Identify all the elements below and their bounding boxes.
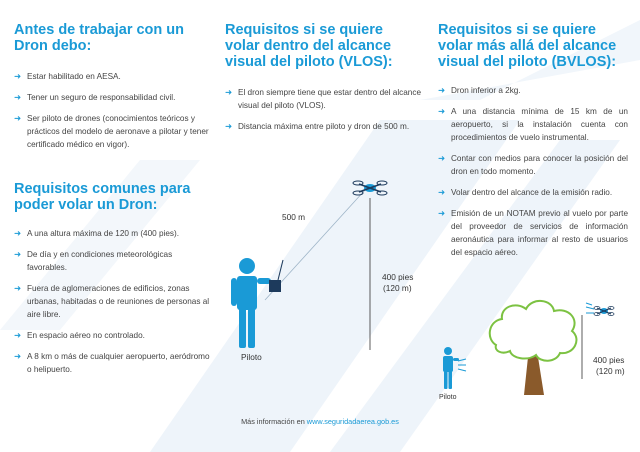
- pilot-label: Piloto: [241, 352, 262, 362]
- list-item: ➜ De día y en condiciones meteorológicas favorables.: [14, 249, 173, 272]
- chevron-right-icon: ➜: [14, 228, 22, 238]
- heading-common-requirements: Requisitos comunes para poder volar un Dron:: [14, 181, 191, 213]
- chevron-right-icon: ➜: [14, 283, 22, 293]
- list-vlos: [225, 86, 421, 133]
- list-item: ➜ Volar dentro del alcance de la emisión radio.: [438, 187, 613, 197]
- footer: [0, 417, 640, 426]
- height-label-line1: 400 pies: [382, 272, 414, 282]
- pilot-icon: [443, 347, 459, 389]
- list-common-requirements: [14, 227, 214, 376]
- chevron-right-icon: ➜: [438, 153, 446, 163]
- chevron-right-icon: ➜: [438, 208, 446, 218]
- list-item: ➜ Contar con medios para conocer la posición del dron en todo momento.: [438, 153, 628, 176]
- list-item: ➜ Distancia máxima entre piloto y dron de 500 m.: [225, 121, 410, 131]
- height-label-line2: (120 m): [383, 283, 412, 293]
- list-item: ➜ En espacio aéreo no controlado.: [14, 330, 145, 340]
- pilot-icon: [231, 258, 283, 348]
- list-item: ➜ A 8 km o más de cualquier aeropuerto, aeródromo o helipuerto.: [14, 351, 210, 374]
- column-bvlos: [438, 22, 628, 259]
- list-before-working: [14, 70, 214, 151]
- drone-icon: [353, 181, 387, 195]
- list-item: ➜ Emisión de un NOTAM previo al vuelo por parte del proveedor de servicios de información aeronáutica para informar al resto de usuarios del espacio aéreo.: [438, 208, 628, 257]
- vlos-illustration: [225, 170, 425, 370]
- column-before-working: [14, 22, 214, 376]
- chevron-right-icon: ➜: [225, 87, 233, 97]
- chevron-right-icon: ➜: [438, 106, 446, 116]
- chevron-right-icon: ➜: [225, 121, 233, 131]
- heading-vlos: Requisitos si se quiere volar dentro del alcance visual del piloto (VLOS):: [225, 22, 393, 70]
- list-bvlos: [438, 84, 628, 259]
- list-item: ➜ A una altura máxima de 120 m (400 pies).: [14, 228, 180, 238]
- height-label-line1: 400 pies: [593, 355, 625, 365]
- footer-text: Más información en: [241, 417, 307, 426]
- drone-icon: [594, 307, 614, 316]
- chevron-right-icon: ➜: [14, 330, 22, 340]
- chevron-right-icon: ➜: [438, 187, 446, 197]
- list-item: ➜ Dron inferior a 2kg.: [438, 85, 521, 95]
- height-label-line2: (120 m): [596, 366, 625, 376]
- chevron-right-icon: ➜: [14, 351, 22, 361]
- footer-link[interactable]: www.seguridadaerea.gob.es: [306, 417, 399, 426]
- chevron-right-icon: ➜: [14, 71, 22, 81]
- chevron-right-icon: ➜: [438, 85, 446, 95]
- chevron-right-icon: ➜: [14, 249, 22, 259]
- chevron-right-icon: ➜: [14, 92, 22, 102]
- pilot-label: Piloto: [439, 394, 457, 401]
- bvlos-illustration: [436, 295, 636, 405]
- tree-icon: [490, 301, 577, 395]
- list-item: ➜ Fuera de aglomeraciones de edificios, zonas urbanas, habitadas o de reuniones de personas al aire libre.: [14, 283, 210, 319]
- heading-bvlos: Requisitos si se quiere volar más allá del alcance visual del piloto (BVLOS):: [438, 22, 617, 70]
- chevron-right-icon: ➜: [14, 113, 22, 123]
- distance-label: 500 m: [282, 212, 306, 222]
- heading-before-working: Antes de trabajar con un Dron debo:: [14, 22, 185, 54]
- list-item: ➜ A una distancia mínima de 15 km de un aeropuerto, si la instalación cuenta con procedimientos de vuelo instrumental.: [438, 106, 628, 142]
- list-item: ➜ Tener un seguro de responsabilidad civil.: [14, 92, 176, 102]
- list-item: ➜ Ser piloto de drones (conocimientos teóricos y prácticos del modelo de aeronave a pilotar y tener certificado médico en vigor).: [14, 113, 209, 149]
- column-vlos: [225, 22, 421, 133]
- list-item: ➜ Estar habilitado en AESA.: [14, 71, 121, 81]
- list-item: ➜ El dron siempre tiene que estar dentro del alcance visual del piloto (VLOS).: [225, 87, 421, 110]
